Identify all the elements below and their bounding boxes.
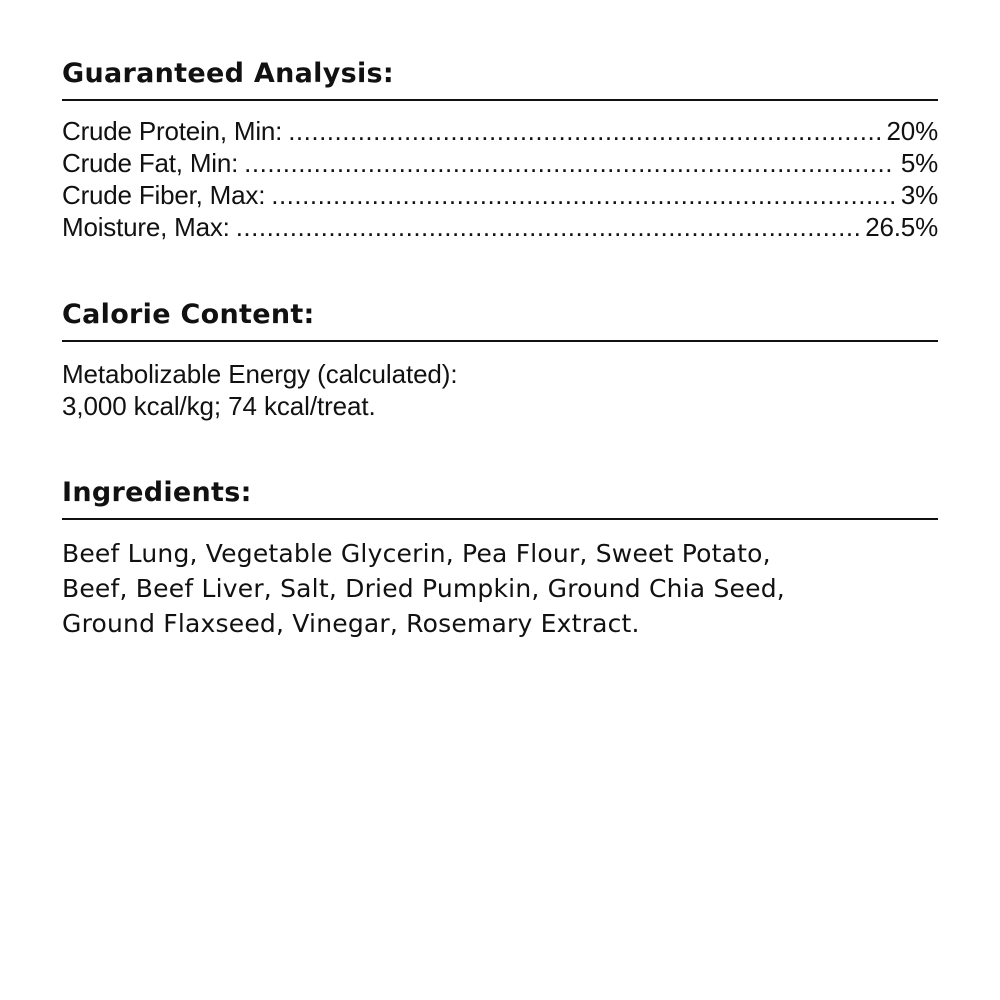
ingredients-line: Beef, Beef Liver, Salt, Dried Pumpkin, Ground Chia Seed, (62, 574, 785, 603)
analysis-table (62, 115, 938, 243)
analysis-label: Crude Fat, Min: (62, 148, 239, 178)
analysis-value: 20% (886, 116, 938, 146)
ingredients-heading: Ingredients: (62, 477, 252, 508)
ingredients-divider (62, 518, 938, 520)
ingredients-line: Beef Lung, Vegetable Glycerin, Pea Flour, Sweet Potato, (62, 539, 771, 568)
analysis-row-moisture (62, 211, 938, 243)
calorie-content-text (62, 358, 938, 422)
guaranteed-analysis-heading: Guaranteed Analysis: (62, 58, 395, 89)
dot-leader (236, 211, 860, 243)
dot-leader (244, 147, 895, 179)
analysis-value: 3% (900, 180, 938, 210)
calorie-line: Metabolizable Energy (calculated): (62, 359, 458, 389)
guaranteed-analysis-divider (62, 99, 938, 101)
analysis-label: Crude Fiber, Max: (62, 180, 266, 210)
analysis-value: 5% (900, 148, 938, 178)
analysis-row-crude-protein (62, 115, 938, 147)
calorie-content-divider (62, 340, 938, 342)
dot-leader (288, 115, 880, 147)
dot-leader (271, 179, 895, 211)
analysis-label: Moisture, Max: (62, 212, 230, 242)
analysis-row-crude-fiber (62, 179, 938, 211)
guaranteed-analysis-section (62, 57, 938, 243)
calorie-line: 3,000 kcal/kg; 74 kcal/treat. (62, 391, 376, 421)
calorie-content-section (62, 298, 938, 422)
calorie-content-heading: Calorie Content: (62, 299, 315, 330)
analysis-row-crude-fat (62, 147, 938, 179)
analysis-value: 26.5% (865, 212, 938, 242)
analysis-label: Crude Protein, Min: (62, 116, 283, 146)
ingredients-section (62, 476, 938, 641)
ingredients-list (62, 536, 938, 641)
ingredients-line: Ground Flaxseed, Vinegar, Rosemary Extract. (62, 609, 640, 638)
